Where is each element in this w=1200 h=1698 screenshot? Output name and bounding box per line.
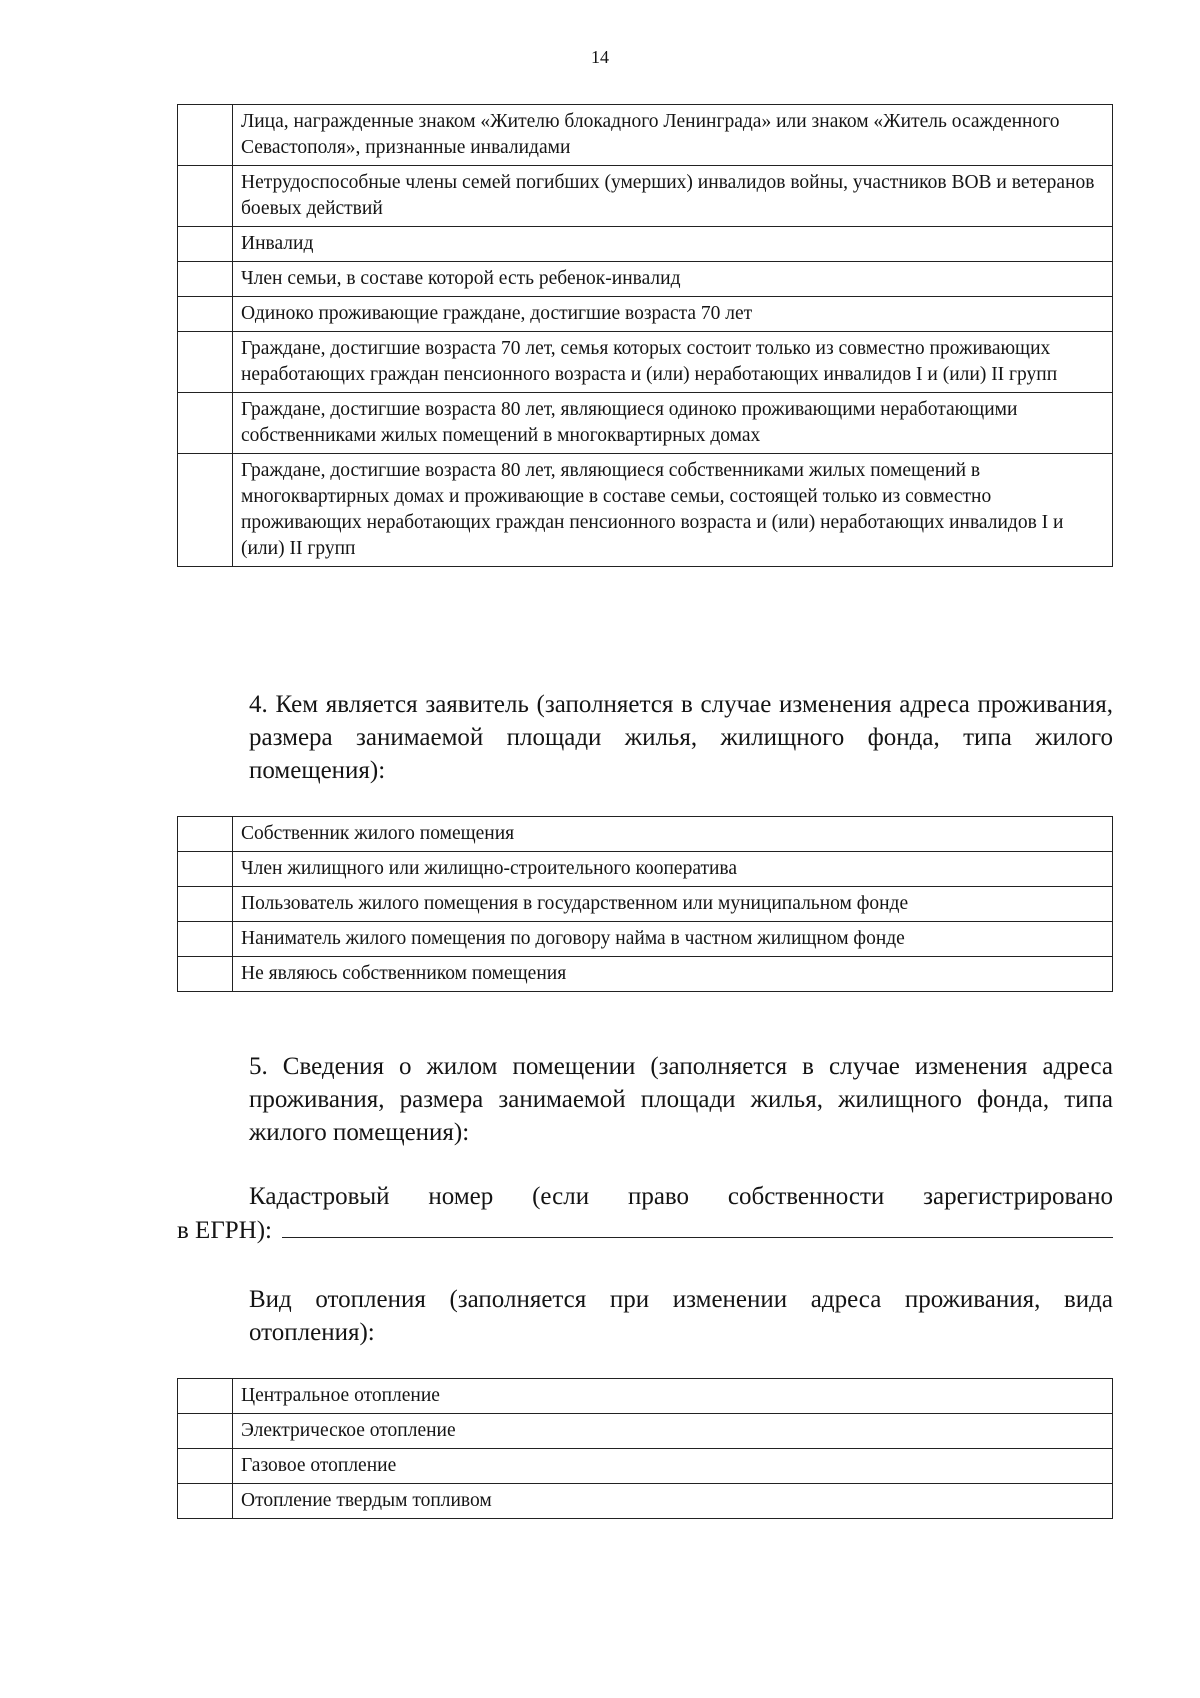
- checkbox-cell[interactable]: [178, 817, 233, 852]
- table-row: [178, 1449, 1113, 1484]
- checkbox-cell[interactable]: [178, 227, 233, 262]
- row-label: Собственник жилого помещения: [233, 817, 1113, 852]
- checkbox-cell[interactable]: [178, 262, 233, 297]
- checkbox-cell[interactable]: [178, 887, 233, 922]
- checkbox-cell[interactable]: [178, 297, 233, 332]
- checkbox-cell[interactable]: [178, 922, 233, 957]
- row-label: Газовое отопление: [233, 1449, 1113, 1484]
- table-row: [178, 332, 1113, 393]
- checkbox-cell[interactable]: [178, 1379, 233, 1414]
- cadastral-number-input[interactable]: [282, 1213, 1113, 1238]
- table-row: [178, 262, 1113, 297]
- row-label: Лица, награжденные знаком «Жителю блокадного Ленинграда» или знаком «Житель осажденного Севастополя», признанные инвалидами: [233, 105, 1113, 166]
- section-5-heading: [177, 1050, 1113, 1149]
- table-row: [178, 852, 1113, 887]
- table-row: [178, 227, 1113, 262]
- cadastral-label-line1: Кадастровый номер (если право собственности зарегистрировано: [249, 1183, 1113, 1210]
- table-row: [178, 887, 1113, 922]
- checkbox-cell[interactable]: [178, 1449, 233, 1484]
- row-label: Электрическое отопление: [233, 1414, 1113, 1449]
- section-5-text: 5. Сведения о жилом помещении (заполняется в случае изменения адреса проживания, размера занимаемой площади жилья, жилищного фонда, типа жилого помещения):: [249, 1053, 1113, 1146]
- row-label: Член семьи, в составе которой есть ребенок-инвалид: [233, 262, 1113, 297]
- table-row: [178, 297, 1113, 332]
- table-row: [178, 454, 1113, 567]
- table-row: [178, 922, 1113, 957]
- table-row: [178, 166, 1113, 227]
- checkbox-cell[interactable]: [178, 454, 233, 567]
- table-row: [178, 393, 1113, 454]
- checkbox-cell[interactable]: [178, 1414, 233, 1449]
- cadastral-fill-line: [177, 1213, 1113, 1247]
- row-label: Инвалид: [233, 227, 1113, 262]
- checkbox-cell[interactable]: [178, 957, 233, 992]
- checkbox-cell[interactable]: [178, 105, 233, 166]
- row-label: Граждане, достигшие возраста 70 лет, семья которых состоит только из совместно проживающих неработающих граждан пенсионного возраста и (или) неработающих инвалидов I и (или) II групп: [233, 332, 1113, 393]
- applicant-role-table: [177, 816, 1113, 992]
- beneficiary-category-table: [177, 104, 1113, 567]
- row-label: Не являюсь собственником помещения: [233, 957, 1113, 992]
- row-label: Нетрудоспособные члены семей погибших (умерших) инвалидов войны, участников ВОВ и ветеранов боевых действий: [233, 166, 1113, 227]
- table-row: [178, 1414, 1113, 1449]
- row-label: Отопление твердым топливом: [233, 1484, 1113, 1519]
- checkbox-cell[interactable]: [178, 852, 233, 887]
- table-row: [178, 1484, 1113, 1519]
- cadastral-label-line2: в ЕГРН):: [177, 1217, 273, 1244]
- row-label: Пользователь жилого помещения в государственном или муниципальном фонде: [233, 887, 1113, 922]
- checkbox-cell[interactable]: [178, 332, 233, 393]
- table-row: [178, 1379, 1113, 1414]
- section-4-text: 4. Кем является заявитель (заполняется в случае изменения адреса проживания, размера занимаемой площади жилья, жилищного фонда, типа жилого помещения):: [249, 691, 1113, 784]
- checkbox-cell[interactable]: [178, 393, 233, 454]
- row-label: Одиноко проживающие граждане, достигшие возраста 70 лет: [233, 297, 1113, 332]
- cadastral-number-field: [177, 1180, 1113, 1247]
- page-number: 14: [591, 47, 609, 67]
- row-label: Член жилищного или жилищно-строительного кооператива: [233, 852, 1113, 887]
- section-4-heading: [177, 688, 1113, 787]
- row-label: Граждане, достигшие возраста 80 лет, являющиеся собственниками жилых помещений в многоквартирных домах и проживающие в составе семьи, состоящей только из совместно проживающих неработающих граждан пенсионного возраста и (или) неработающих инвалидов I и (или) II групп: [233, 454, 1113, 567]
- checkbox-cell[interactable]: [178, 1484, 233, 1519]
- heating-type-text: Вид отопления (заполняется при изменении адреса проживания, вида отопления):: [249, 1286, 1113, 1346]
- table-row: [178, 957, 1113, 992]
- table-row: [178, 105, 1113, 166]
- checkbox-cell[interactable]: [178, 166, 233, 227]
- row-label: Граждане, достигшие возраста 80 лет, являющиеся одиноко проживающими неработающими собственниками жилых помещений в многоквартирных домах: [233, 393, 1113, 454]
- table-row: [178, 817, 1113, 852]
- heating-type-heading: [177, 1283, 1113, 1349]
- row-label: Наниматель жилого помещения по договору найма в частном жилищном фонде: [233, 922, 1113, 957]
- row-label: Центральное отопление: [233, 1379, 1113, 1414]
- heating-type-table: [177, 1378, 1113, 1519]
